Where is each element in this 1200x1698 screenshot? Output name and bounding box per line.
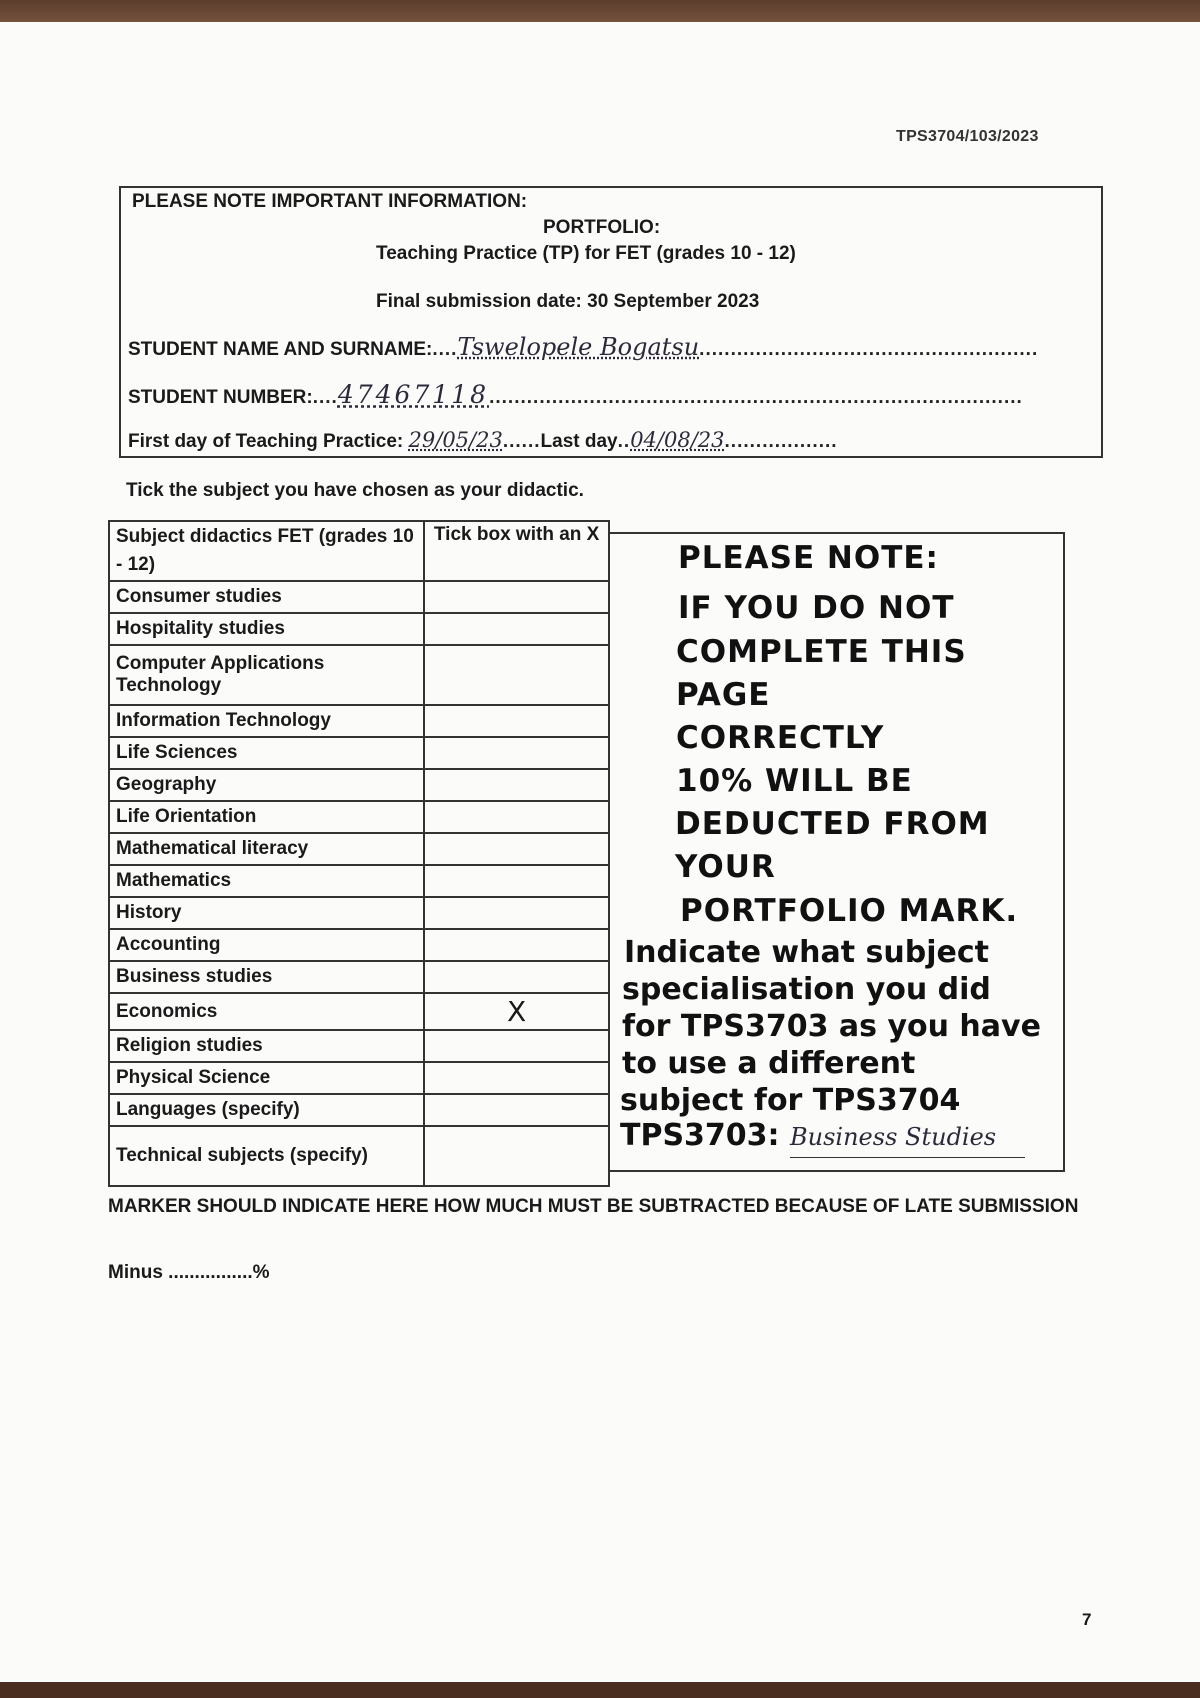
note-line-11: specialisation you did <box>622 972 991 1007</box>
note-heading: PLEASE NOTE IMPORTANT INFORMATION: <box>132 191 528 212</box>
note-line-5: CORRECTLY <box>676 720 885 756</box>
tick-box[interactable] <box>424 993 609 1030</box>
tick-box[interactable] <box>424 929 609 961</box>
tick-box[interactable] <box>424 645 609 705</box>
subject-name: Physical Science <box>109 1062 424 1094</box>
subject-name: Information Technology <box>109 705 424 737</box>
subject-name: Religion studies <box>109 1030 424 1062</box>
student-name-label: STUDENT NAME AND SURNAME: <box>128 339 433 360</box>
note-line-3: COMPLETE THIS <box>676 634 967 670</box>
tick-box[interactable] <box>424 581 609 613</box>
final-submission-date: Final submission date: 30 September 2023 <box>376 291 760 312</box>
table-row <box>109 705 609 737</box>
note-line-4: PAGE <box>676 677 771 713</box>
page-number: 7 <box>1082 1610 1092 1629</box>
note-line-7: DEDUCTED FROM <box>675 806 990 842</box>
tick-mark: X <box>507 995 527 1028</box>
student-number-label: STUDENT NUMBER: <box>128 387 313 408</box>
tick-box[interactable] <box>424 961 609 993</box>
table-row <box>109 833 609 865</box>
note-line-9: PORTFOLIO MARK. <box>680 893 1019 929</box>
table-row <box>109 737 609 769</box>
first-day-label: First day of Teaching Practice: <box>128 431 404 452</box>
last-day-value: 04/08/23 <box>630 428 725 452</box>
subject-column-header: Subject didactics FET (grades 10 - 12) <box>109 521 424 581</box>
tp-line: Teaching Practice (TP) for FET (grades 10 - 12) <box>376 243 796 264</box>
table-row <box>109 1094 609 1126</box>
tps3703-underline <box>790 1157 1025 1158</box>
subject-name: Accounting <box>109 929 424 961</box>
marker-instruction: MARKER SHOULD INDICATE HERE HOW MUCH MUST BE SUBTRACTED BECAUSE OF LATE SUBMISSION <box>108 1196 1079 1217</box>
tick-box[interactable] <box>424 1062 609 1094</box>
tps3703-row <box>620 1118 996 1153</box>
table-row <box>109 613 609 645</box>
subject-name: Mathematics <box>109 865 424 897</box>
note-line-12: for TPS3703 as you have <box>622 1009 1041 1044</box>
tps3703-label: TPS3703: <box>620 1118 780 1153</box>
table-row <box>109 645 609 705</box>
tps3703-value: Business Studies <box>790 1123 997 1151</box>
note-line-2: IF YOU DO NOT <box>678 590 955 626</box>
subject-name: Mathematical literacy <box>109 833 424 865</box>
minus-field: Minus ................% <box>108 1262 270 1283</box>
tick-box[interactable] <box>424 705 609 737</box>
subject-name: Languages (specify) <box>109 1094 424 1126</box>
tick-box[interactable] <box>424 1030 609 1062</box>
table-row <box>109 769 609 801</box>
table-row <box>109 865 609 897</box>
table-row <box>109 801 609 833</box>
note-line-14: subject for TPS3704 <box>620 1083 961 1118</box>
tick-box[interactable] <box>424 769 609 801</box>
subject-name: History <box>109 897 424 929</box>
tick-box[interactable] <box>424 1126 609 1186</box>
table-header-row <box>109 521 609 581</box>
subject-name: Business studies <box>109 961 424 993</box>
subject-name: Technical subjects (specify) <box>109 1126 424 1186</box>
subject-name: Hospitality studies <box>109 613 424 645</box>
subject-name: Life Orientation <box>109 801 424 833</box>
table-row <box>109 929 609 961</box>
tick-box[interactable] <box>424 737 609 769</box>
first-day-value: 29/05/23 <box>408 428 503 452</box>
note-line-8: YOUR <box>675 849 776 885</box>
subject-name: Life Sciences <box>109 737 424 769</box>
tick-box[interactable] <box>424 801 609 833</box>
note-line-10: Indicate what subject <box>624 935 989 970</box>
tick-instruction: Tick the subject you have chosen as your didactic. <box>126 480 584 501</box>
table-row <box>109 897 609 929</box>
note-line-13: to use a different <box>622 1046 916 1081</box>
table-row <box>109 1030 609 1062</box>
subject-name: Geography <box>109 769 424 801</box>
subject-name: Economics <box>109 993 424 1030</box>
subject-name: Consumer studies <box>109 581 424 613</box>
table-row <box>109 993 609 1030</box>
table-row <box>109 1062 609 1094</box>
table-row <box>109 581 609 613</box>
student-name-value: Tswelopele Bogatsu <box>457 333 700 361</box>
table-row <box>109 961 609 993</box>
background-bottom <box>0 1682 1200 1698</box>
note-line-1: PLEASE NOTE: <box>678 540 939 576</box>
portfolio-label: PORTFOLIO: <box>543 217 661 238</box>
subject-name: Computer Applications Technology <box>109 645 424 705</box>
student-number-row: STUDENT NUMBER:....47467118..................................................................................... <box>128 380 1023 409</box>
tick-box[interactable] <box>424 833 609 865</box>
note-line-6: 10% WILL BE <box>676 763 913 799</box>
tick-column-header: Tick box with an X <box>424 521 609 581</box>
last-day-label: Last day <box>540 431 618 452</box>
table-row <box>109 1126 609 1186</box>
tick-box[interactable] <box>424 613 609 645</box>
subjects-table <box>108 520 610 1187</box>
tick-box[interactable] <box>424 897 609 929</box>
teaching-days-row: First day of Teaching Practice: 29/05/23......Last day..04/08/23.................. <box>128 428 838 452</box>
tick-box[interactable] <box>424 1094 609 1126</box>
student-name-row: STUDENT NAME AND SURNAME:....Tswelopele Bogatsu...................................................... <box>128 333 1039 361</box>
tick-box[interactable] <box>424 865 609 897</box>
document-code: TPS3704/103/2023 <box>896 128 1039 145</box>
student-number-value: 47467118 <box>337 380 490 409</box>
